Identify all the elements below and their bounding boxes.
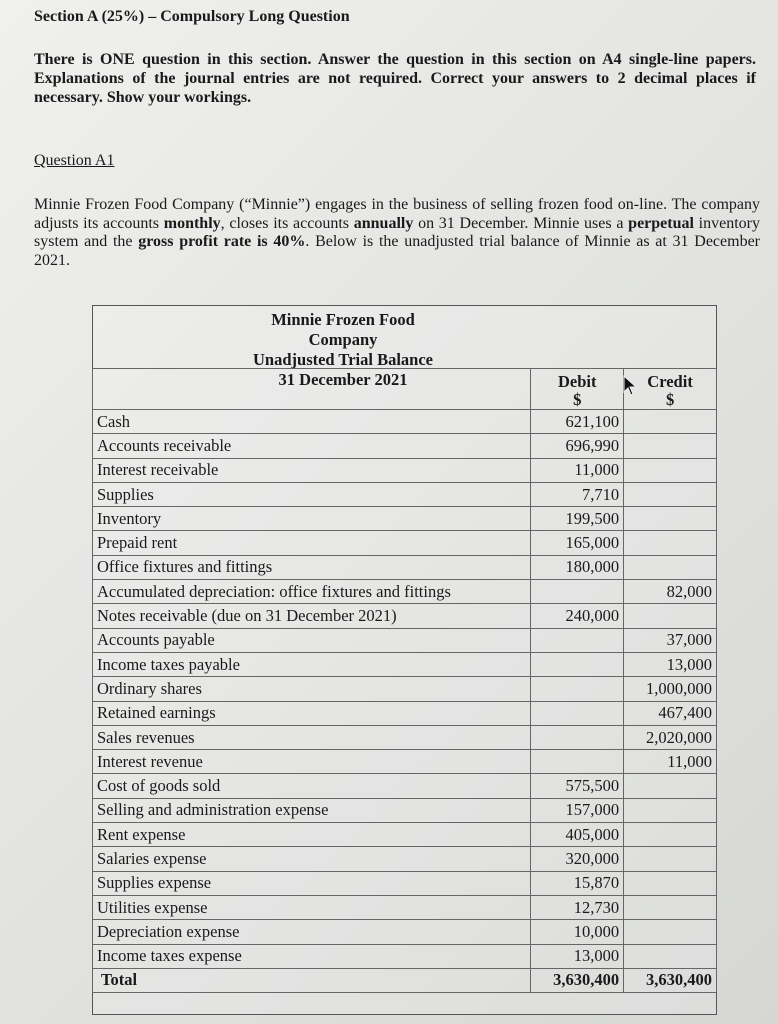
debit-cell — [531, 701, 624, 725]
debit-cell: 165,000 — [531, 531, 624, 555]
debit-cell: 11,000 — [531, 458, 624, 482]
account-cell: Notes receivable (due on 31 December 2021) — [93, 604, 531, 628]
body-text: inventory system and the — [34, 214, 761, 250]
account-cell: Selling and administration expense — [93, 798, 531, 822]
table-row — [93, 847, 717, 871]
debit-cell — [531, 580, 624, 604]
table-row — [93, 677, 717, 701]
credit-cell — [624, 871, 717, 895]
total-credit: 3,630,400 — [624, 968, 717, 992]
account-cell: Accumulated depreciation: office fixtures and fittings — [93, 580, 531, 604]
table-date: 31 December 2021 — [278, 370, 408, 389]
debit-cell: 696,990 — [531, 434, 624, 458]
credit-cell — [624, 482, 717, 506]
body-emphasis: annually — [353, 214, 414, 232]
account-cell: Supplies expense — [93, 871, 531, 895]
credit-cell: 82,000 — [624, 580, 717, 604]
debit-cell: 10,000 — [531, 920, 624, 944]
credit-cell: 13,000 — [624, 652, 717, 676]
table-row — [93, 920, 717, 944]
trial-balance-grid — [92, 368, 717, 993]
mouse-cursor-icon — [623, 375, 639, 397]
body-emphasis: monthly — [163, 214, 221, 232]
debit-cell: 575,500 — [531, 774, 624, 798]
credit-cell: 1,000,000 — [624, 677, 717, 701]
account-cell: Cost of goods sold — [93, 774, 531, 798]
debit-cell: 157,000 — [531, 798, 624, 822]
table-row — [93, 604, 717, 628]
account-cell: Income taxes expense — [93, 944, 531, 968]
total-label: Total — [93, 968, 531, 992]
credit-cell: 11,000 — [624, 750, 717, 774]
debit-cell: 180,000 — [531, 555, 624, 579]
credit-cell — [624, 798, 717, 822]
body-text: , closes its accounts — [220, 214, 354, 232]
credit-cell — [624, 895, 717, 919]
body-text: Minnie Frozen Food Company (“Minnie”) engages in the business of selling frozen food on-line. The company adjusts its accounts — [34, 196, 760, 232]
account-cell: Accounts receivable — [93, 434, 531, 458]
credit-cell — [624, 555, 717, 579]
table-row — [93, 410, 717, 434]
account-cell: Prepaid rent — [93, 531, 531, 555]
account-cell: Ordinary shares — [93, 677, 531, 701]
credit-cell — [624, 774, 717, 798]
account-header — [93, 369, 531, 410]
account-cell: Supplies — [93, 482, 531, 506]
company-name: Minnie Frozen Food Company — [271, 310, 415, 349]
table-row — [93, 701, 717, 725]
table-title: Unadjusted Trial Balance — [253, 350, 433, 369]
credit-cell — [624, 944, 717, 968]
total-row — [93, 968, 717, 992]
debit-cell — [531, 677, 624, 701]
account-cell: Sales revenues — [93, 725, 531, 749]
credit-cell — [624, 507, 717, 531]
credit-cell — [624, 604, 717, 628]
credit-cell — [624, 531, 717, 555]
debit-cell — [531, 750, 624, 774]
debit-cell: 621,100 — [531, 410, 624, 434]
table-row — [93, 871, 717, 895]
table-row — [93, 434, 717, 458]
credit-cell — [624, 823, 717, 847]
account-cell: Retained earnings — [93, 701, 531, 725]
body-text: . Below is the unadjusted trial balance of Minnie as at 31 December 2021. — [34, 233, 761, 269]
credit-cell: 2,020,000 — [624, 725, 717, 749]
debit-cell: 13,000 — [531, 944, 624, 968]
debit-cell: 240,000 — [531, 604, 624, 628]
account-cell: Interest receivable — [93, 458, 531, 482]
trial-balance-table — [92, 305, 717, 1015]
table-row — [93, 555, 717, 579]
debit-cell — [531, 628, 624, 652]
debit-cell — [531, 652, 624, 676]
table-row — [93, 580, 717, 604]
account-cell: Cash — [93, 410, 531, 434]
total-debit: 3,630,400 — [531, 968, 624, 992]
debit-cell: 405,000 — [531, 823, 624, 847]
section-title: Section A (25%) – Compulsory Long Question — [34, 8, 350, 25]
body-text: on 31 December. Minnie uses a — [413, 214, 629, 232]
table-row — [93, 750, 717, 774]
credit-cell: 37,000 — [624, 628, 717, 652]
account-cell: Salaries expense — [93, 847, 531, 871]
credit-label: Credit — [647, 372, 693, 391]
account-cell: Utilities expense — [93, 895, 531, 919]
body-emphasis: gross profit rate is 40% — [138, 233, 306, 250]
question-body — [34, 196, 760, 270]
table-row — [93, 725, 717, 749]
credit-cell — [624, 410, 717, 434]
credit-cell — [624, 920, 717, 944]
question-title: Question A1 — [34, 152, 115, 169]
credit-cell — [624, 847, 717, 871]
debit-label: Debit — [557, 372, 597, 391]
instructions: There is ONE question in this section. Answer the question in this section on A4 single-line papers. Explanations of the journal entries are not required. Correct your answers to 2 decimal places if necessary. Show your workings. — [34, 51, 756, 106]
credit-cell: 467,400 — [624, 701, 717, 725]
table-row — [93, 823, 717, 847]
table-row — [93, 458, 717, 482]
debit-cell: 12,730 — [531, 895, 624, 919]
debit-cell: 15,870 — [531, 871, 624, 895]
debit-cell: 7,710 — [531, 482, 624, 506]
debit-cell — [531, 725, 624, 749]
table-row — [93, 895, 717, 919]
table-row — [93, 798, 717, 822]
table-row — [93, 482, 717, 506]
debit-currency: $ — [573, 390, 582, 409]
credit-currency: $ — [665, 390, 675, 409]
account-cell: Office fixtures and fittings — [93, 555, 531, 579]
credit-cell — [624, 458, 717, 482]
account-cell: Income taxes payable — [93, 652, 531, 676]
account-cell: Interest revenue — [93, 750, 531, 774]
account-cell: Accounts payable — [93, 628, 531, 652]
table-row — [93, 774, 717, 798]
credit-cell — [624, 434, 717, 458]
account-cell: Inventory — [93, 507, 531, 531]
table-row — [93, 507, 717, 531]
debit-header — [531, 369, 624, 410]
account-cell: Depreciation expense — [93, 920, 531, 944]
table-row — [93, 652, 717, 676]
debit-cell: 320,000 — [531, 847, 624, 871]
table-row — [93, 531, 717, 555]
body-emphasis: perpetual — [628, 214, 694, 232]
account-cell: Rent expense — [93, 823, 531, 847]
table-row — [93, 628, 717, 652]
table-row — [93, 944, 717, 968]
debit-cell: 199,500 — [531, 507, 624, 531]
